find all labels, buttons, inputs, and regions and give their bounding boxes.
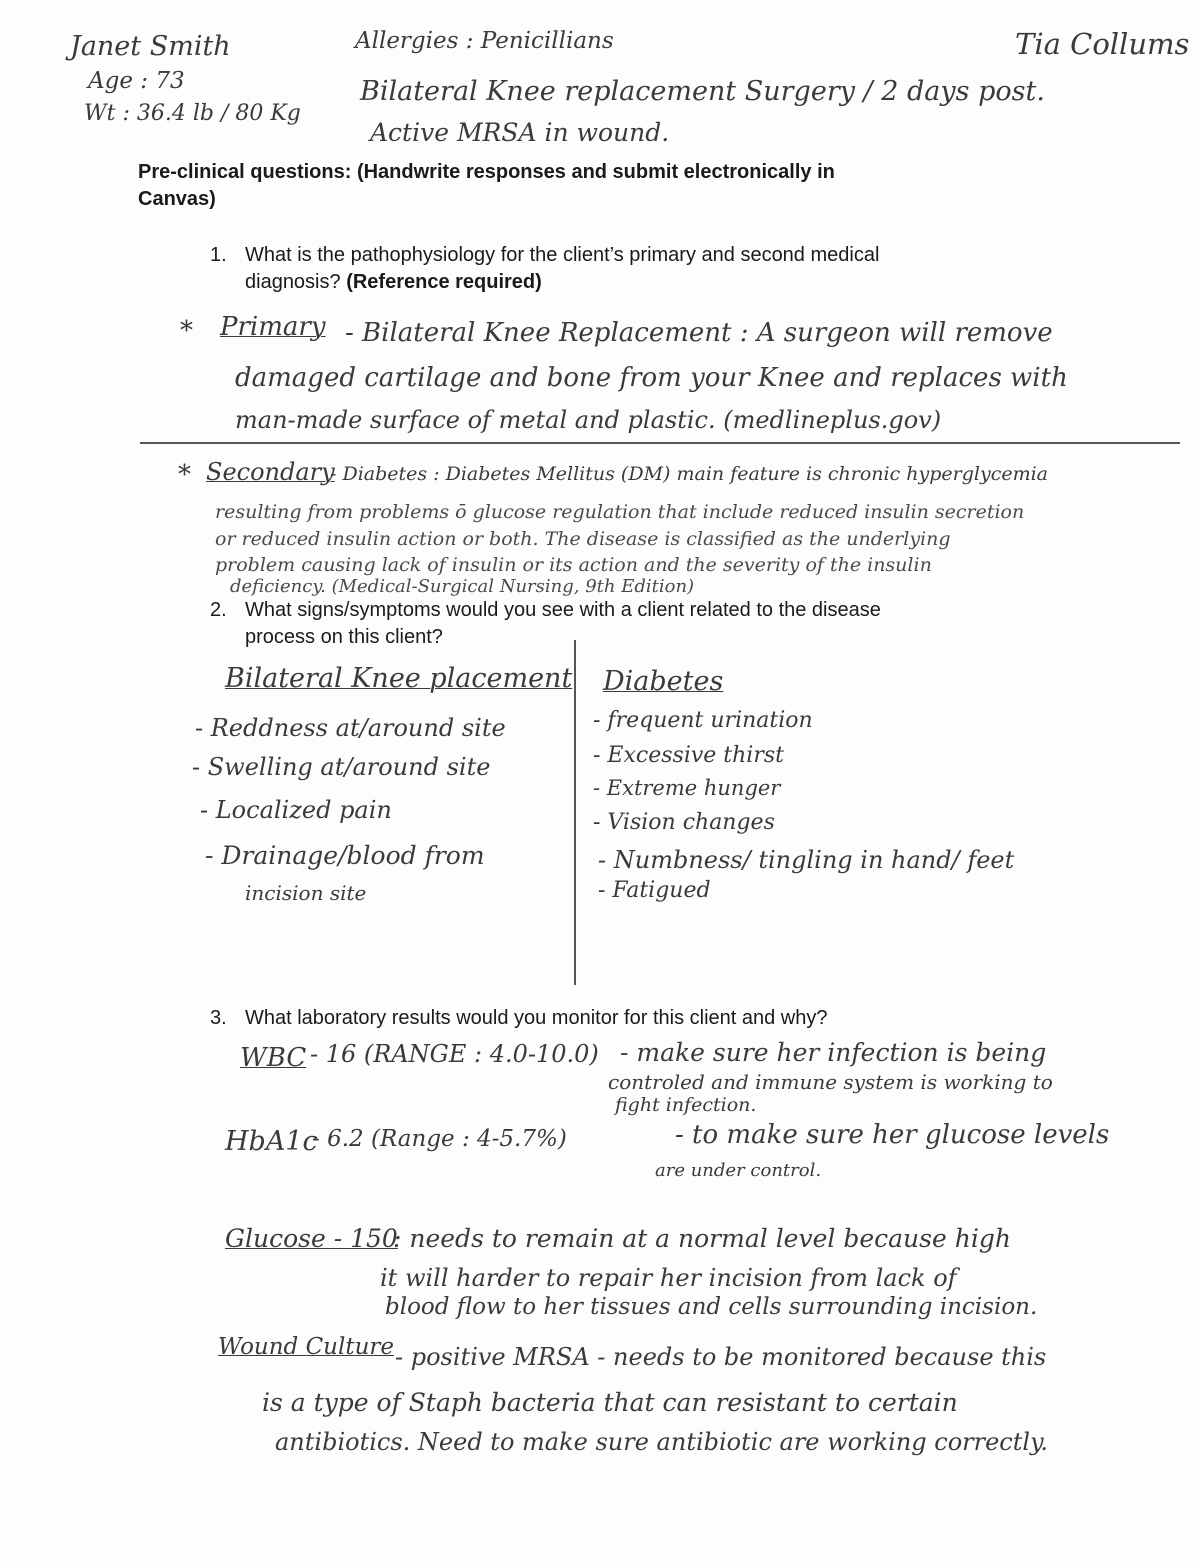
symptoms-right-heading: Diabetes bbox=[603, 666, 724, 697]
patient-age: Age : 73 bbox=[88, 68, 185, 94]
symptom-dm-2: - Excessive thirst bbox=[593, 743, 784, 768]
q2-text-a: What signs/symptoms would you see with a client related to the disease bbox=[245, 599, 881, 621]
symptom-knee-1: - Reddness at/around site bbox=[195, 714, 506, 742]
lab-hba1c-why-1: - to make sure her glucose levels bbox=[675, 1120, 1110, 1150]
secondary-label: Secondary bbox=[206, 458, 335, 486]
lab-wbc-why-1: - make sure her infection is being bbox=[620, 1038, 1047, 1067]
secondary-line-4: problem causing lack of insulin or its action and the severity of the insulin bbox=[215, 554, 932, 576]
lab-culture-why-1: - positive MRSA - needs to be monitored because this bbox=[395, 1343, 1047, 1371]
student-name: Tia Collums bbox=[1015, 27, 1190, 61]
secondary-line-3: or reduced insulin action or both. The disease is classified as the underlying bbox=[215, 528, 951, 550]
secondary-line-2: resulting from problems ō glucose regulation that include reduced insulin secretion bbox=[215, 501, 1025, 523]
surgery-note: Bilateral Knee replacement Surgery / 2 days post. bbox=[360, 76, 1045, 107]
lab-wbc-label: WBC bbox=[240, 1043, 307, 1073]
lab-hba1c-value: - 6.2 (Range : 4-5.7%) bbox=[312, 1126, 567, 1152]
symptom-dm-5: - Numbness/ tingling in hand/ feet bbox=[598, 846, 1015, 874]
q2-number: 2. bbox=[210, 599, 227, 621]
instructions-line-1: Pre-clinical questions: (Handwrite responses and submit electronically in bbox=[138, 161, 835, 183]
lab-glucose-why-3: blood flow to her tissues and cells surrounding incision. bbox=[385, 1294, 1038, 1320]
primary-line-3: man-made surface of metal and plastic. (medlineplus.gov) bbox=[235, 406, 942, 434]
lab-wbc-value: - 16 (RANGE : 4.0-10.0) bbox=[310, 1040, 599, 1068]
lab-culture-why-2: is a type of Staph bacteria that can resistant to certain bbox=[262, 1388, 958, 1417]
q1-text-b-plain: diagnosis? bbox=[245, 271, 341, 293]
lab-culture-label: Wound Culture bbox=[218, 1334, 395, 1360]
q1-text-a: What is the pathophysiology for the client’s primary and second medical bbox=[245, 244, 880, 266]
symptom-dm-1: - frequent urination bbox=[593, 708, 813, 733]
q3-text: What laboratory results would you monitor for this client and why? bbox=[245, 1007, 828, 1029]
lab-wbc-why-2: controled and immune system is working to bbox=[608, 1070, 1053, 1094]
q1-text-b-bold: (Reference required) bbox=[346, 271, 542, 293]
patient-allergies: Allergies : Penicillians bbox=[355, 28, 614, 54]
symptom-knee-5: incision site bbox=[245, 881, 367, 905]
lab-hba1c-why-2: are under control. bbox=[655, 1160, 822, 1181]
lab-wbc-why-3: fight infection. bbox=[615, 1094, 757, 1116]
symptom-dm-6: - Fatigued bbox=[598, 878, 711, 903]
lab-glucose-why-2: it will harder to repair her incision from lack of bbox=[380, 1264, 957, 1292]
q1-number: 1. bbox=[210, 244, 227, 266]
secondary-star: * bbox=[178, 460, 191, 490]
primary-line-2: damaged cartilage and bone from your Knee and replaces with bbox=[235, 363, 1068, 393]
secondary-line-5: deficiency. (Medical-Surgical Nursing, 9th Edition) bbox=[230, 576, 695, 597]
section-divider bbox=[140, 442, 1180, 444]
symptom-dm-3: - Extreme hunger bbox=[593, 776, 781, 800]
lab-hba1c-label: HbA1c bbox=[225, 1126, 318, 1157]
patient-weight: Wt : 36.4 lb / 80 Kg bbox=[84, 101, 301, 126]
mrsa-note: Active MRSA in wound. bbox=[370, 118, 670, 147]
primary-star: * bbox=[180, 316, 193, 346]
primary-label: Primary bbox=[220, 312, 326, 342]
lab-glucose-why-1: : needs to remain at a normal level because high bbox=[393, 1224, 1011, 1253]
q1-text-b bbox=[245, 270, 542, 294]
symptom-knee-4: - Drainage/blood from bbox=[205, 841, 485, 870]
patient-name: Janet Smith bbox=[70, 31, 231, 62]
q2-text-b: process on this client? bbox=[245, 626, 443, 648]
symptom-knee-3: - Localized pain bbox=[200, 796, 392, 824]
lab-glucose-label: Glucose - 150 bbox=[225, 1224, 398, 1253]
primary-line-1: - Bilateral Knee Replacement : A surgeon will remove bbox=[345, 318, 1053, 348]
column-divider bbox=[574, 640, 576, 985]
symptom-dm-4: - Vision changes bbox=[593, 810, 775, 835]
q3-number: 3. bbox=[210, 1007, 227, 1029]
instructions-line-2: Canvas) bbox=[138, 188, 216, 210]
symptoms-left-heading: Bilateral Knee placement bbox=[225, 663, 573, 694]
lab-culture-why-3: antibiotics. Need to make sure antibiotic are working correctly. bbox=[275, 1428, 1049, 1456]
secondary-line-1: - Diabetes : Diabetes Mellitus (DM) main feature is chronic hyperglycemia bbox=[330, 463, 1049, 485]
symptom-knee-2: - Swelling at/around site bbox=[192, 753, 491, 781]
